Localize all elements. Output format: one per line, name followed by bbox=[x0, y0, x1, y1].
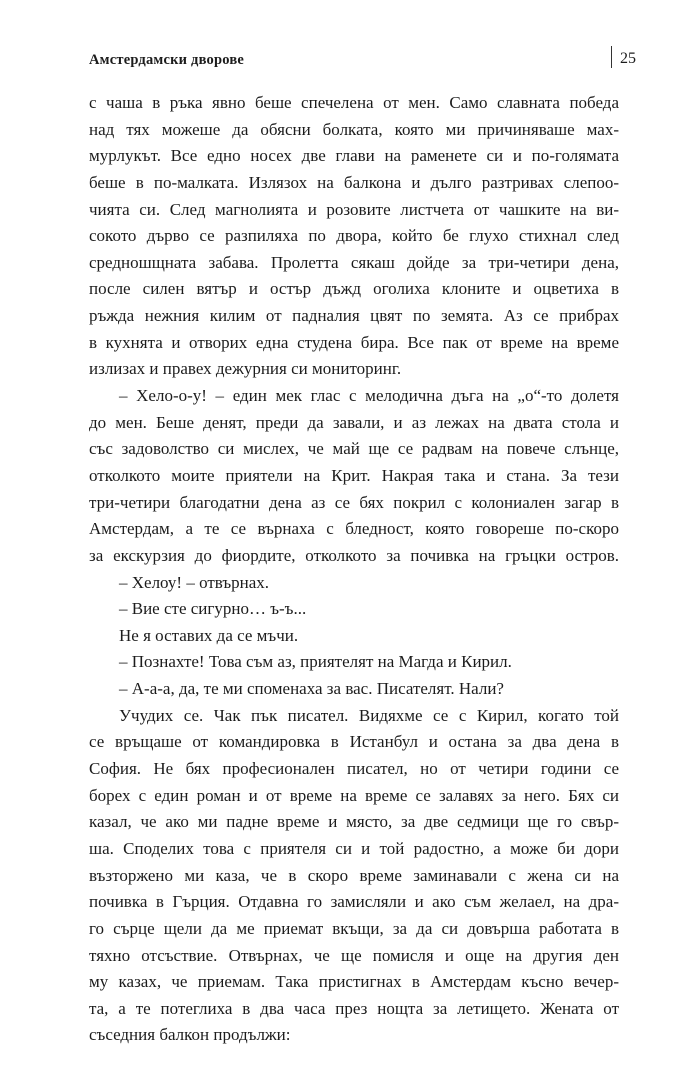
text-line: го сърце щели да ме приемат вкъщи, за да си довърша работата в bbox=[89, 918, 619, 938]
text-line: с чаша в ръка явно беше спечелена от мен. Само славната победа bbox=[89, 93, 619, 112]
folio-divider bbox=[611, 46, 612, 68]
text-line: Не я оставих да се мъчи. bbox=[119, 625, 299, 645]
text-line: – Познахте! Това съм аз, приятелят на Магда и Кирил. bbox=[119, 652, 512, 672]
page-number: 25 bbox=[620, 50, 636, 67]
text-line: отколкото моите приятели на Крит. Накрая така и стана. За тези bbox=[89, 465, 619, 485]
text-line: та, а те потеглиха в два часа през нощта за летището. Жената от bbox=[89, 998, 619, 1018]
text-line: София. Не бях професионален писател, но от четири години се bbox=[89, 759, 619, 779]
text-line: се връщаше от командировка в Истанбул и остана за два дена в bbox=[89, 732, 619, 752]
text-line: три-четири благодатни дена аз се бях покрил с колониален загар в bbox=[89, 492, 619, 512]
text-line: сокото дърво се разпиляха по двора, който бе глухо стихнал след bbox=[89, 226, 619, 246]
text-line: възторжено ми каза, че в скоро време заминавали с жена си на bbox=[89, 865, 619, 885]
text-line: Амстердам, а те се върнаха с бледност, която говореше по-скоро bbox=[89, 519, 619, 539]
text-line: борех с един роман и от време на време се залавях за него. Бях си bbox=[89, 785, 619, 805]
text-line: в кухнята и отворих една студена бира. Все пак от време на време bbox=[89, 332, 619, 352]
text-line: мурлукът. Все едно носех две глави на раменете си и по-голямата bbox=[89, 146, 619, 166]
text-line: средношщната забава. Пролетта сякаш дойде за три-четири дена, bbox=[89, 252, 619, 272]
text-line: му казах, че приемам. Така пристигнах в Амстердам късно вечер- bbox=[89, 972, 619, 992]
text-line: до мен. Беше денят, преди да завали, и аз лежах на двата стола и bbox=[89, 412, 619, 432]
text-line: над тях можеше да обясни болката, която ми причиняваше мах- bbox=[89, 119, 619, 139]
text-line: – А-а-а, да, те ми споменаха за вас. Писателят. Нали? bbox=[119, 679, 504, 699]
body-text bbox=[89, 90, 619, 1049]
text-line: чията си. След магнолията и розовите листчета от чашките на ви- bbox=[89, 199, 619, 219]
text-line: излизах и правех дежурния си мониторинг. bbox=[89, 359, 402, 379]
text-line: Учудих се. Чак пък писател. Видяхме се с Кирил, когато той bbox=[119, 705, 619, 725]
text-line: съседния балкон продължи: bbox=[89, 1025, 291, 1045]
text-line: със задоволство си мислех, че май ще се радвам на повече слънце, bbox=[89, 439, 619, 459]
text-line: ръжда нежния килим от падналия цвят по земята. Аз се прибрах bbox=[89, 306, 619, 326]
running-title: Амстердамски дворове bbox=[89, 52, 244, 68]
text-line: после силен вятър и остър дъжд оголиха клоните и оцветиха в bbox=[89, 279, 619, 299]
text-line: тяхно отсъствие. Отвърнах, че ще помисля и още на другия ден bbox=[89, 945, 619, 965]
text-line: казал, че ако ми падне време и място, за две седмици ще го свър- bbox=[89, 812, 619, 832]
text-line: – Хело-о-у! – един мек глас с мелодична дъга на „о“-то долетя bbox=[119, 386, 619, 406]
text-line: – Вие сте сигурно… ъ-ъ... bbox=[119, 599, 307, 619]
text-line: за екскурзия до фиордите, отколкото за почивка на гръцки остров. bbox=[89, 545, 619, 565]
text-line: почивка в Гърция. Отдавна го замисляли и ако съм желаел, на дра- bbox=[89, 892, 619, 912]
text-line: ша. Споделих това с приятеля си и той радостно, а може би дори bbox=[89, 838, 619, 858]
text-line: беше в по-малката. Излязох на балкона и дълго разтривах слепоо- bbox=[89, 172, 619, 192]
text-line: – Хелоу! – отвърнах. bbox=[119, 572, 270, 592]
